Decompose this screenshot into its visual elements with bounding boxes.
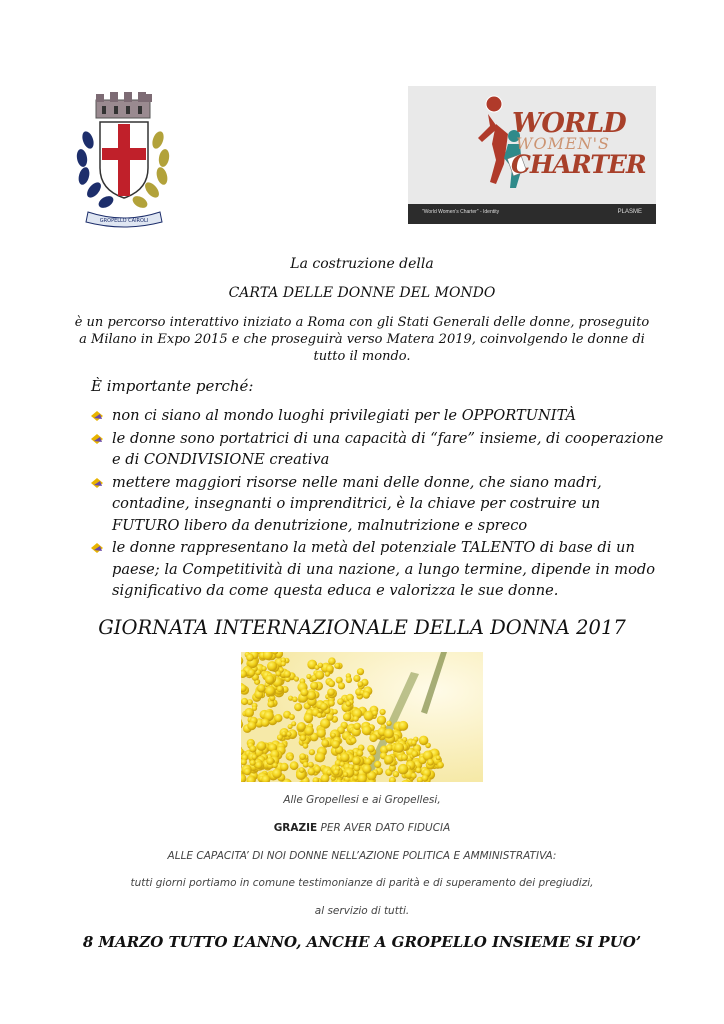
bullet-icon: [90, 477, 104, 489]
footer-slogan: 8 MARZO TUTTO L’ANNO, ANCHE A GROPELLO INSIEME SI PUO’: [82, 933, 642, 951]
intro-paragraph: è un percorso interattivo iniziato a Roma con gli Stati Generali delle donne, proseguito a Milano in Expo 2015 e che proseguirà verso Matera 2019, coinvolgendo le donne di tutto il mondo.: [74, 315, 650, 364]
list-item-text: le donne sono portatrici di una capacità di “fare” insieme, di cooperazione e di CONDIVISIONE creativa: [112, 429, 664, 468]
bullet-icon: [90, 542, 104, 554]
list-item: [90, 537, 670, 602]
crest-banner: GROPELLO CAIROLI: [99, 218, 149, 224]
mimosa-photo: [241, 652, 483, 782]
thanks-word: GRAZIE: [273, 822, 318, 834]
greeting-line: Alle Gropellesi e ai Gropellesi,: [283, 794, 441, 806]
municipal-crest: [66, 90, 178, 228]
list-item-text: mettere maggiori risorse nelle mani delle donne, che siano madri, contadine, insegnanti o imprenditrici, è la chiave per costruire un FUTURO libero da denutrizione, malnutrizione e spreco: [112, 473, 602, 534]
testimony-line: tutti giorni portiamo in comune testimonianze di parità e di superamento dei pregiudizi,: [130, 877, 594, 889]
event-heading: GIORNATA INTERNAZIONALE DELLA DONNA 2017: [98, 616, 626, 639]
wwc-word-womens: WOMEN'S: [516, 134, 610, 153]
abilities-line: ALLE CAPACITA’ DI NOI DONNE NELL’AZIONE POLITICA E AMMINISTRATIVA:: [167, 850, 557, 862]
thanks-line: [0, 822, 724, 834]
list-item-text: le donne rappresentano la metà del potenziale TALENTO di base di un paese; la Competitività di una nazione, a lungo termine, dipende in modo significativo da come questa educa e valorizza le sue donne.: [112, 539, 655, 599]
list-item: [90, 428, 670, 471]
wwc-word-world: WORLD: [512, 108, 626, 139]
bullet-icon: [90, 433, 104, 445]
bullet-icon: [90, 410, 104, 422]
reasons-list: [90, 405, 670, 603]
world-womens-charter-logo: [408, 86, 656, 224]
list-item-text: non ci siano al mondo luoghi privilegiati per le OPPORTUNITÀ: [112, 407, 577, 424]
why-heading: È importante perché:: [91, 377, 254, 395]
intro-title: CARTA DELLE DONNE DEL MONDO: [228, 285, 496, 301]
wwc-caption: "World Women's Charter" - Identity: [422, 209, 500, 215]
intro-line-1: La costruzione della: [290, 256, 434, 272]
list-item: [90, 405, 670, 427]
wwc-caption-bar: [408, 204, 656, 224]
service-line: al servizio di tutti.: [314, 905, 410, 917]
list-item: [90, 472, 670, 537]
wwc-brand: PLASME: [617, 209, 642, 215]
thanks-rest: PER AVER DATO FIDUCIA: [317, 822, 451, 834]
wwc-word-charter: CHARTER: [511, 150, 646, 179]
